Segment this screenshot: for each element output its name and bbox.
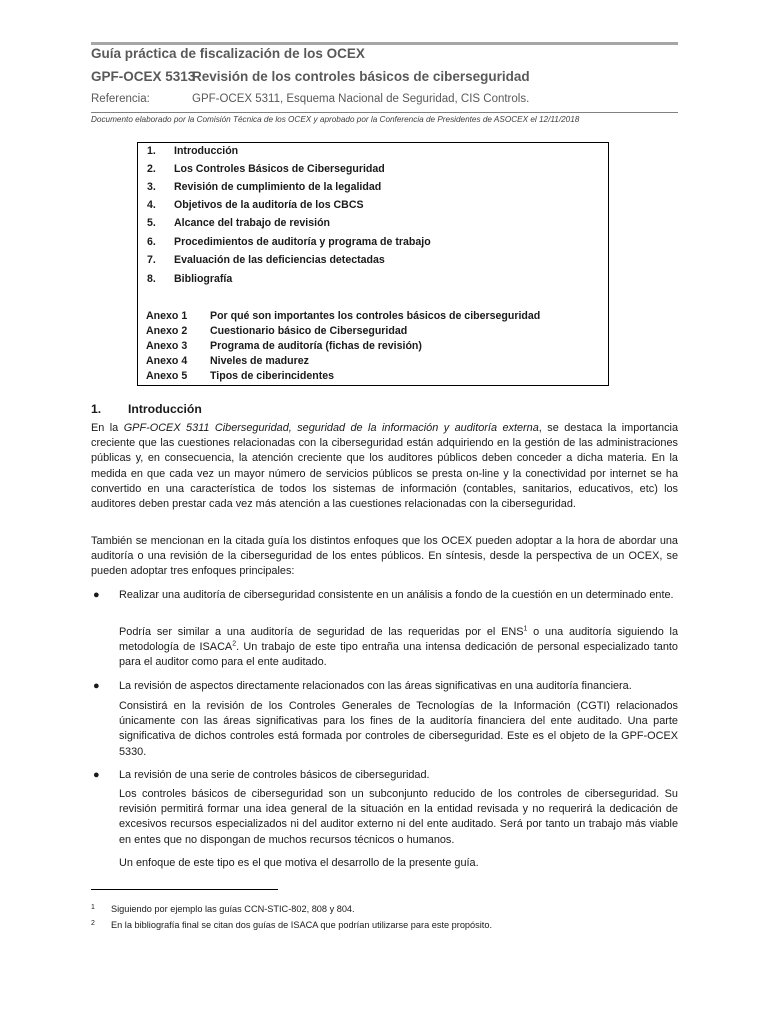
footnote-ref[interactable]: 2 bbox=[232, 640, 237, 648]
bullet-icon: ● bbox=[93, 589, 100, 601]
approaches-paragraph: También se mencionan en la citada guía los distintos enfoques que los OCEX pueden adoptar a la hora de abordar una auditoría o una revisión de la ciberseguridad de los entes públicos. En síntesis, desde la perspectiva de un OCEX, se pueden adoptar tres enfoques principales: bbox=[91, 535, 678, 578]
document-title: Revisión de los controles básicos de ciberseguridad bbox=[192, 69, 530, 84]
footnote: 2 En la bibliografía final se citan dos guías de ISACA que podrían utilizarse para este propósito. bbox=[91, 920, 493, 930]
bullet-icon: ● bbox=[93, 769, 100, 781]
reference-label: Referencia: bbox=[91, 93, 150, 105]
toc-annex[interactable]: Anexo 3 Programa de auditoría (fichas de revisión) bbox=[146, 340, 422, 352]
reference-line bbox=[91, 93, 529, 105]
header-bottom-rule bbox=[91, 112, 678, 113]
toc-item[interactable]: 2. Los Controles Básicos de Ciberseguridad bbox=[147, 163, 385, 175]
header-top-rule bbox=[91, 42, 678, 45]
approval-note: Documento elaborado por la Comisión Técnica de los OCEX y aprobado por la Conferencia de Presidentes de ASOCEX el 12/11/2018 bbox=[91, 115, 580, 124]
footnote-separator bbox=[91, 889, 278, 890]
reference-value: GPF-OCEX 5311, Esquema Nacional de Seguridad, CIS Controls. bbox=[192, 93, 530, 105]
toc-item[interactable]: 1. Introducción bbox=[147, 145, 239, 157]
toc-annex[interactable]: Anexo 5 Tipos de ciberincidentes bbox=[146, 370, 335, 382]
document-subtitle bbox=[91, 69, 530, 84]
bullet-item: La revisión de aspectos directamente relacionados con las áreas significativas en una auditoría financiera. bbox=[119, 680, 632, 692]
toc-item[interactable]: 6. Procedimientos de auditoría y programa de trabajo bbox=[147, 236, 431, 248]
toc-item[interactable]: 3. Revisión de cumplimiento de la legalidad bbox=[147, 181, 382, 193]
toc-annex[interactable]: Anexo 4 Niveles de madurez bbox=[146, 355, 309, 367]
toc-item[interactable]: 7. Evaluación de las deficiencias detectadas bbox=[147, 254, 385, 266]
table-of-contents bbox=[137, 142, 609, 386]
bullet-item: La revisión de una serie de controles básicos de ciberseguridad. bbox=[119, 769, 430, 781]
bullet-detail: Un enfoque de este tipo es el que motiva el desarrollo de la presente guía. bbox=[119, 857, 479, 869]
toc-item[interactable]: 5. Alcance del trabajo de revisión bbox=[147, 217, 331, 229]
bullet-item: Realizar una auditoría de ciberseguridad consistente en un análisis a fondo de la cuestión en un determinado ente. bbox=[119, 589, 674, 601]
bullet-icon: ● bbox=[93, 680, 100, 692]
footnote-ref[interactable]: 1 bbox=[523, 625, 528, 633]
intro-paragraph: En la GPF-OCEX 5311 Ciberseguridad, seguridad de la información y auditoría externa, se destaca la importancia creciente que las cuestiones relacionadas con la ciberseguridad están adquiriendo en la gestión de las administraciones públicas y, en consecuencia, la atención creciente que los auditores públicos deben conceder a dicha materia. En la medida en que cada vez un mayor número de servicios públicos se presta on-line y la conectividad por internet se ha convertido en una característica de todos los sistemas de información (contables, sanitarios, educativos, etc) los auditores deben prestar cada vez más atención a las cuestiones relacionadas con la ciberseguridad. bbox=[91, 422, 679, 511]
document-code: GPF-OCEX 5313 bbox=[91, 69, 196, 84]
section-heading: 1. Introducción bbox=[91, 402, 202, 416]
toc-annex[interactable]: Anexo 1 Por qué son importantes los controles básicos de ciberseguridad bbox=[146, 310, 541, 322]
bullet-detail: Consistirá en la revisión de los Controles Generales de Tecnologías de la Información (CGTI) relacionados únicamente con las áreas significativas para los fines de la auditoría financiera del ente auditado. Una parte significativa de dichos controles está formada por controles de ciberseguridad. Este es el objeto de la GPF-OCEX 5330. bbox=[119, 700, 678, 758]
footnote: 1 Siguiendo por ejemplo las guías CCN-STIC-802, 808 y 804. bbox=[91, 904, 355, 914]
toc-annex[interactable]: Anexo 2 Cuestionario básico de Ciberseguridad bbox=[146, 325, 408, 337]
guide-title: Guía práctica de fiscalización de los OCEX bbox=[91, 46, 365, 61]
toc-item[interactable]: 4. Objetivos de la auditoría de los CBCS bbox=[147, 199, 364, 211]
cited-guide-title: GPF-OCEX 5311 Ciberseguridad, seguridad de la información y auditoría externa bbox=[123, 422, 539, 434]
toc-item[interactable]: 8. Bibliografía bbox=[147, 273, 233, 285]
bullet-detail: Los controles básicos de ciberseguridad son un subconjunto reducido de los controles de ciberseguridad. Su revisión permitirá formar una idea general de la situación en la entidad revisada y no requerirá la dedicación de excesivos recursos especializados ni del auditor externo ni del ente auditado. Será por tanto un trabajo más viable en entes que no dispongan de muchos recursos técnicos o humanos. bbox=[119, 788, 678, 846]
bullet-detail: Podría ser similar a una auditoría de seguridad de las requeridas por el ENS$^1$ o una auditoría siguiendo la metodología de ISACA$^2$. Un trabajo de este tipo entraña una intensa dedicación de personal especializado tanto para el auditor como para el ente auditado. bbox=[119, 625, 679, 669]
